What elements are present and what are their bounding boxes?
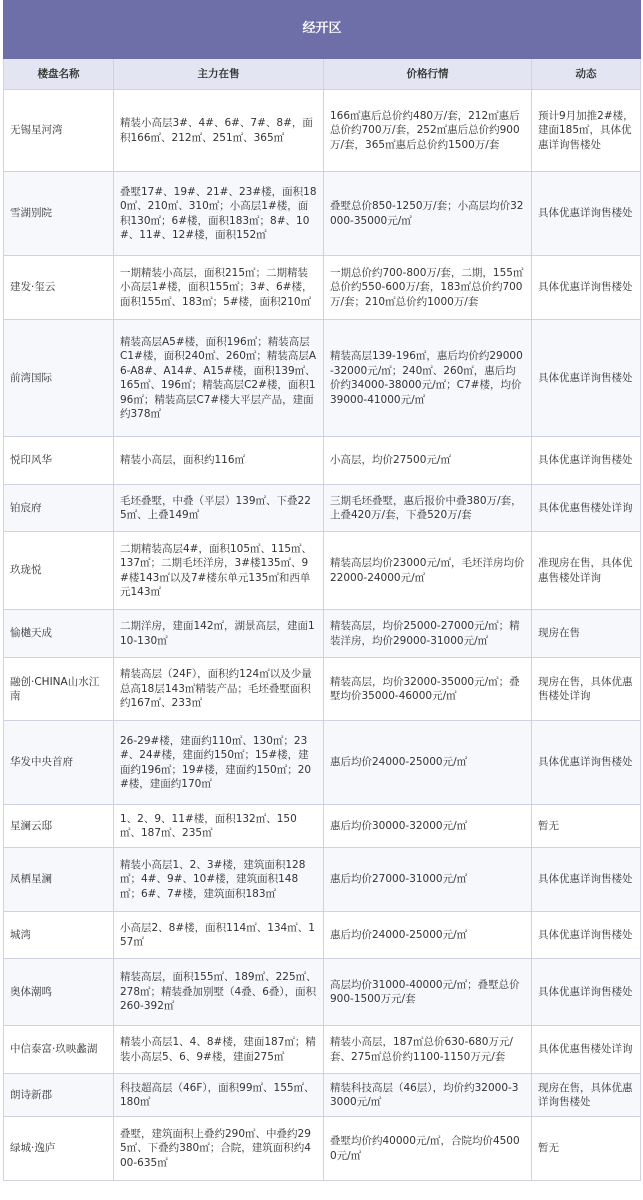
status-info: 具体优惠详询售楼处 <box>532 959 641 1026</box>
price-info: 小高层，均价27500元/㎡ <box>324 437 532 485</box>
status-info: 具体优惠详询售楼处 <box>532 437 641 485</box>
price-info: 惠后均价24000-25000元/㎡ <box>324 721 532 805</box>
project-name: 无锡星河湾 <box>4 90 114 172</box>
price-info: 惠后均价30000-32000元/㎡ <box>324 805 532 848</box>
table-row <box>4 959 641 1026</box>
project-name: 愉樾天成 <box>4 610 114 658</box>
main-sale: 精装高层（24F），面积约124㎡以及少量总高18层143㎡精装产品；毛坯叠墅面积约167㎡、233㎡ <box>114 658 324 721</box>
price-info: 精装高层均价23000元/㎡，毛坯洋房均价22000-24000元/㎡ <box>324 532 532 610</box>
status-info: 现房在售 <box>532 610 641 658</box>
main-sale: 二期精装高层4#，面积105㎡、115㎡、137㎡；二期毛坯洋房，3#楼135㎡、9#楼143㎡以及7#楼东单元135㎡和西单元143㎡ <box>114 532 324 610</box>
header-status: 动态 <box>532 59 641 90</box>
main-sale: 毛坯叠墅，中叠（平层）139㎡、下叠225㎡、上叠149㎡ <box>114 485 324 532</box>
price-info: 精装小高层，187㎡总价630-680万元/套、275㎡总价约1100-1150万元/套 <box>324 1026 532 1074</box>
main-sale: 精装小高层，面积约116㎡ <box>114 437 324 485</box>
main-sale: 小高层2、8#楼，面积114㎡、134㎡、157㎡ <box>114 912 324 959</box>
main-sale: 一期精装小高层，面积215㎡；二期精装小高层1#楼，面积155㎡；3#、6#楼，面积155㎡、183㎡；5#楼，面积210㎡ <box>114 256 324 320</box>
price-info: 精装科技高层（46层），均价约32000-33000元/㎡ <box>324 1074 532 1117</box>
main-sale: 精装小高层1、2、3#楼，建筑面积128㎡；4#、9#、10#楼，建筑面积148㎡；6#、7#楼，建筑面积183㎡ <box>114 848 324 912</box>
project-name: 城湾 <box>4 912 114 959</box>
project-name: 雪湖别院 <box>4 172 114 256</box>
price-info: 166㎡惠后总价约480万/套，212㎡惠后总价约700万/套，252㎡惠后总价约900万/套，365㎡惠后总价约1500万/套 <box>324 90 532 172</box>
table-row <box>4 658 641 721</box>
price-info: 叠墅总价850-1250万/套；小高层均价32000-35000元/㎡ <box>324 172 532 256</box>
table-row <box>4 256 641 320</box>
header-name: 楼盘名称 <box>4 59 114 90</box>
project-name: 前湾国际 <box>4 320 114 437</box>
price-info: 叠墅均价约40000元/㎡，合院均价45000元/㎡ <box>324 1117 532 1181</box>
main-sale: 精装高层A5#楼，面积196㎡；精装高层C1#楼，面积240㎡、260㎡；精装高层A6-A8#、A14#、A15#楼，面积139㎡、165㎡、196㎡；精装高层C2#楼，面积196㎡；精装高层C7#楼大平层产品，建面约378㎡ <box>114 320 324 437</box>
table-row <box>4 437 641 485</box>
header-sale: 主力在售 <box>114 59 324 90</box>
table-row <box>4 485 641 532</box>
main-sale: 1、2、9、11#楼，面积132㎡、150㎡、187㎡、235㎡ <box>114 805 324 848</box>
table-row <box>4 805 641 848</box>
status-info: 具体优惠详询售楼处 <box>532 912 641 959</box>
table-row <box>4 721 641 805</box>
status-info: 具体优惠详询售楼处 <box>532 848 641 912</box>
project-name: 绿城·逸庐 <box>4 1117 114 1181</box>
header-price: 价格行情 <box>324 59 532 90</box>
price-table-panel <box>3 0 640 1181</box>
status-info: 具体优惠详询售楼处 <box>532 721 641 805</box>
status-info: 具体优惠售楼处详询 <box>532 1026 641 1074</box>
price-info: 三期毛坯叠墅，惠后报价中叠380万/套，上叠420万/套，下叠520万/套 <box>324 485 532 532</box>
table-row <box>4 1026 641 1074</box>
main-sale: 26-29#楼，建面约110㎡、130㎡；23#、24#楼，建面约150㎡；15#楼，建面约196㎡；19#楼，建面约150㎡；20#楼，建面约170㎡ <box>114 721 324 805</box>
table-row <box>4 90 641 172</box>
project-name: 凤栖星澜 <box>4 848 114 912</box>
project-name: 建发·玺云 <box>4 256 114 320</box>
status-info: 具体优惠详询售楼处 <box>532 172 641 256</box>
status-info: 现房在售，具体优惠售楼处详询 <box>532 658 641 721</box>
project-name: 星澜云邸 <box>4 805 114 848</box>
main-sale: 叠墅，建筑面积上叠约290㎡、中叠约295㎡、下叠约380㎡；合院，建筑面积约400-635㎡ <box>114 1117 324 1181</box>
project-name: 融创·CHINA山水江南 <box>4 658 114 721</box>
project-name: 玖珑悦 <box>4 532 114 610</box>
status-info: 具体优惠详询售楼处 <box>532 320 641 437</box>
price-info: 惠后均价27000-31000元/㎡ <box>324 848 532 912</box>
price-info: 精装高层139-196㎡，惠后均价约29000-32000元/㎡；240㎡、260㎡，惠后均价约34000-38000元/㎡；C7#楼，均价39000-41000元/㎡ <box>324 320 532 437</box>
project-name: 悦印风华 <box>4 437 114 485</box>
property-table <box>3 0 641 1181</box>
main-sale: 精装小高层3#、4#、6#、7#、8#，面积166㎡、212㎡、251㎡、365㎡ <box>114 90 324 172</box>
status-info: 暂无 <box>532 805 641 848</box>
main-sale: 科技超高层（46F），面积99㎡、155㎡、180㎡ <box>114 1074 324 1117</box>
status-info: 现房在售，具体优惠详询售楼处 <box>532 1074 641 1117</box>
main-sale: 精装高层，面积155㎡、189㎡、225㎡、278㎡；精装叠加别墅（4叠、6叠），面积260-392㎡ <box>114 959 324 1026</box>
main-sale: 精装小高层1、4、8#楼，建面187㎡；精装小高层5、6、9#楼，建面275㎡ <box>114 1026 324 1074</box>
project-name: 铂宸府 <box>4 485 114 532</box>
status-info: 准现房在售，具体优惠售楼处详询 <box>532 532 641 610</box>
price-info: 精装高层，均价32000-35000元/㎡；叠墅均价35000-46000元/㎡ <box>324 658 532 721</box>
table-row <box>4 912 641 959</box>
project-name: 华发中央首府 <box>4 721 114 805</box>
table-row <box>4 1117 641 1181</box>
status-info: 具体优惠详询售楼处 <box>532 256 641 320</box>
main-sale: 二期洋房，建面142㎡，湖景高层，建面110-130㎡ <box>114 610 324 658</box>
table-row <box>4 532 641 610</box>
table-row <box>4 320 641 437</box>
table-row <box>4 848 641 912</box>
price-info: 惠后均价24000-25000元/㎡ <box>324 912 532 959</box>
table-row <box>4 172 641 256</box>
table-title: 经开区 <box>4 1 641 59</box>
main-sale: 叠墅17#、19#、21#、23#楼，面积180㎡、210㎡、310㎡；小高层1#楼，面积130㎡；6#楼，面积183㎡；8#、10#、11#、12#楼，面积152㎡ <box>114 172 324 256</box>
status-info: 暂无 <box>532 1117 641 1181</box>
status-info: 预计9月加推2#楼，建面185㎡，具体优惠详询售楼处 <box>532 90 641 172</box>
table-row <box>4 1074 641 1117</box>
project-name: 奥体潮鸣 <box>4 959 114 1026</box>
project-name: 中信泰富·玖映蠡湖 <box>4 1026 114 1074</box>
price-info: 高层均价31000-40000元/㎡；叠墅总价900-1500万元/套 <box>324 959 532 1026</box>
table-row <box>4 610 641 658</box>
status-info: 具体优惠售楼处详询 <box>532 485 641 532</box>
price-info: 一期总价约700-800万/套，二期，155㎡总价约550-600万/套，183㎡总价约700万/套；210㎡总价约1000万/套 <box>324 256 532 320</box>
price-info: 精装高层，均价25000-27000元/㎡；精装洋房，均价29000-31000元/㎡ <box>324 610 532 658</box>
project-name: 朗诗新郡 <box>4 1074 114 1117</box>
